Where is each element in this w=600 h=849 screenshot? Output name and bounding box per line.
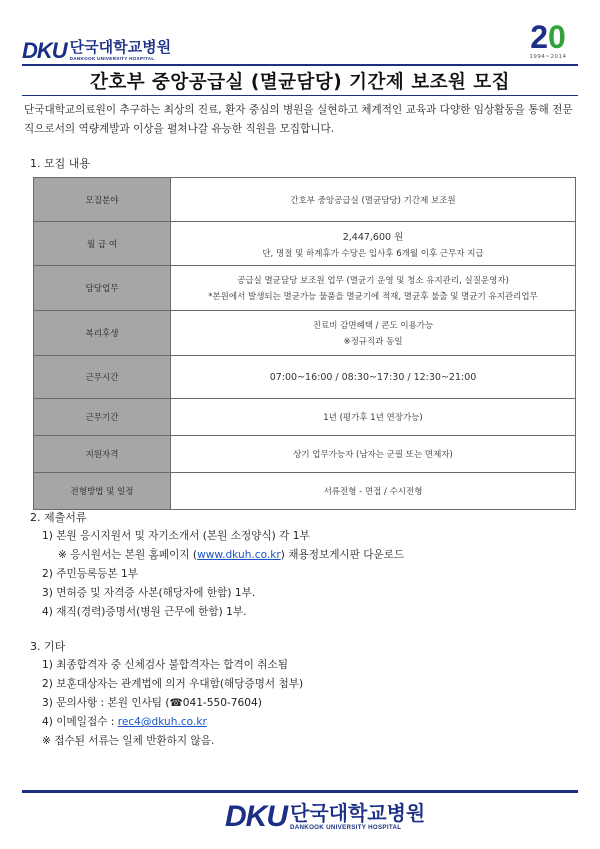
note-text: ) 채용정보게시판 다운로드 (280, 549, 405, 561)
row-label: 지원자격 (34, 436, 171, 473)
hospital-logo-bottom (225, 800, 425, 834)
row-label: 전형방법 및 일정 (34, 473, 171, 510)
row-value (171, 436, 576, 473)
anniversary-years: 1994~2014 (529, 54, 567, 60)
list-item-note: ※ 접수된 서류는 일체 반환하지 않음. (42, 735, 215, 747)
list-item-note (42, 546, 404, 565)
row-value-line: *본원에서 발생되는 멸균가능 물품을 멸균기에 적재, 멸균후 불출 및 멸균기 유지관리업무 (208, 292, 538, 302)
table-row (34, 311, 576, 356)
logo-mark: DKU (22, 38, 67, 63)
row-value (171, 222, 576, 266)
list-item: 1) 최종합격자 중 신체검사 불합격자는 합격이 취소됨 (42, 659, 288, 671)
list-item: 3) 문의사항 : 본원 인사팀 (☎041-550-7604) (42, 697, 262, 709)
logo-english-name: DANKOOK UNIVERSITY HOSPITAL (290, 823, 402, 831)
email-label: 4) 이메일접수 : (42, 716, 118, 728)
row-value-line: ※정규직과 동일 (343, 337, 403, 347)
logo-korean-name: 단국대학교병원 (290, 800, 426, 825)
list-item: 2) 주민등록등본 1부 (42, 568, 138, 580)
row-value (171, 399, 576, 436)
anniversary-emblem (518, 20, 578, 60)
recruitment-table (33, 177, 576, 510)
row-label: 모집분야 (34, 178, 171, 222)
homepage-link[interactable]: www.dkuh.co.kr (197, 549, 281, 561)
table-row (34, 356, 576, 399)
row-label: 근무시간 (34, 356, 171, 399)
intro-paragraph: 단국대학교의료원이 추구하는 최상의 진료, 환자 중심의 병원을 실현하고 체계적인 교육과 다양한 임상활동을 통해 전문직으로서의 역량계발과 이상을 펼쳐나갈 유능한 직원을 모집합니다. (24, 104, 573, 135)
documents-list (42, 527, 404, 622)
logo-korean-name: 단국대학교병원 (69, 38, 172, 57)
list-item: 4) 재직(경력)증명서(병원 근무에 한함) 1부. (42, 606, 247, 618)
table-row (34, 266, 576, 311)
section-1-heading: 1. 모집 내용 (30, 157, 90, 170)
page-title: 간호부 중앙공급실 (멸균담당) 기간제 보조원 모집 (89, 72, 511, 93)
header-divider (22, 64, 578, 66)
etc-list (42, 656, 303, 751)
row-label: 월 급 여 (34, 222, 171, 266)
row-value-line: 1년 (평가후 1년 연장가능) (323, 413, 423, 423)
table-row (34, 222, 576, 266)
logo-mark: DKU (225, 800, 287, 833)
note-text: ※ 응시원서는 본원 홈페이지 ( (58, 549, 198, 561)
table-row (34, 436, 576, 473)
email-link[interactable]: rec4@dkuh.co.kr (117, 716, 207, 728)
row-value-line: 간호부 중앙공급실 (멸균담당) 기간제 보조원 (290, 195, 456, 206)
row-value-line: 진료비 감면혜택 / 콘도 이용가능 (312, 321, 434, 331)
list-item (42, 713, 303, 732)
anniversary-digit-zero: 0 (548, 19, 566, 55)
logo-english-name: DANKOOK UNIVERSITY HOSPITAL (69, 56, 155, 62)
row-value (171, 266, 576, 311)
hospital-logo-top (22, 38, 171, 64)
row-label: 담당업무 (34, 266, 171, 311)
footer-divider (22, 790, 578, 793)
row-value (171, 311, 576, 356)
anniversary-digit-two: 2 (530, 19, 548, 55)
row-value-line: 07:00~16:00 / 08:30~17:30 / 12:30~21:00 (269, 371, 477, 383)
row-value-line: 단, 명절 및 하계휴가 수당은 입사후 6개월 이후 근무자 지급 (262, 248, 484, 259)
row-value-line: 상기 업무가능자 (남자는 군필 또는 면제자) (293, 450, 453, 460)
list-item: 1) 본원 응시지원서 및 자기소개서 (본원 소정양식) 각 1부 (42, 530, 310, 542)
table-row (34, 178, 576, 222)
row-value-line: 공급실 멸균담당 보조원 업무 (멸균기 운영 및 청소 유지관리, 실질운영자) (237, 276, 509, 286)
row-value (171, 356, 576, 399)
list-item: 3) 면허증 및 자격증 사본(해당자에 한함) 1부. (42, 587, 256, 599)
section-3-heading: 3. 기타 (30, 640, 66, 653)
row-value (171, 473, 576, 510)
table-row (34, 473, 576, 510)
row-value-line: 서류전형 - 면접 / 수시전형 (323, 487, 423, 497)
title-divider (22, 95, 578, 96)
row-value-line: 2,447,600 원 (342, 231, 404, 243)
row-value (171, 178, 576, 222)
row-label: 복리후생 (34, 311, 171, 356)
row-label: 근무기간 (34, 399, 171, 436)
section-2-heading: 2. 제출서류 (30, 511, 87, 524)
list-item: 2) 보훈대상자는 관계법에 의거 우대함(해당증명서 첨부) (42, 678, 304, 690)
table-row (34, 399, 576, 436)
